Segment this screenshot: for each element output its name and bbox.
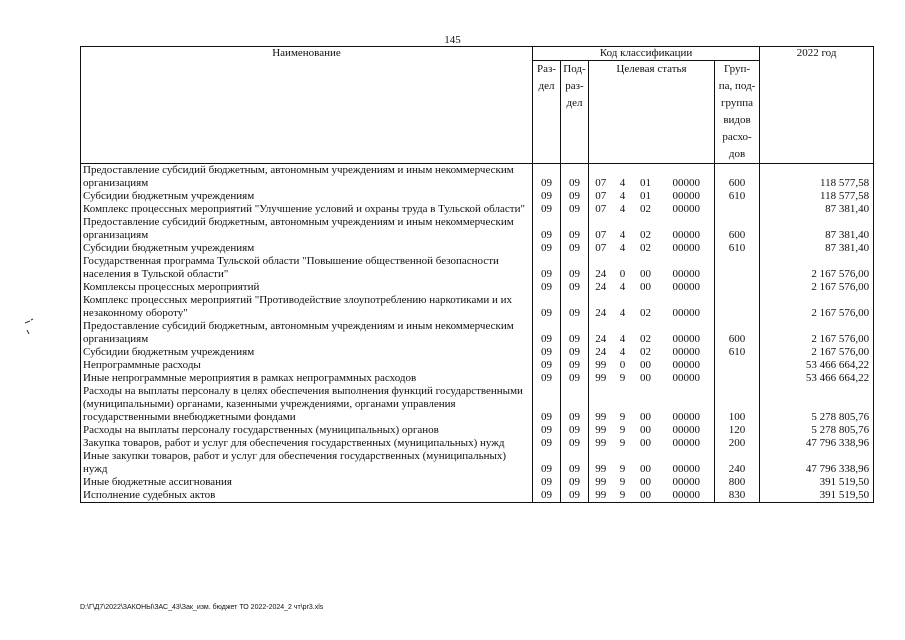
row-code-cell: 00000	[659, 190, 715, 203]
row-code-cell: 4	[619, 229, 626, 241]
row-code-cell: 07	[589, 190, 613, 203]
row-code-cell: 00000	[659, 359, 715, 372]
row-code-cell: 00	[640, 411, 651, 423]
row-code-cell: 99	[589, 476, 613, 489]
row-code-cell: 02	[640, 333, 651, 345]
table-row	[81, 164, 874, 191]
row-name-cell: Субсидии бюджетным учреждениям	[81, 346, 533, 359]
row-amount-cell: 118 577,58	[760, 164, 874, 191]
row-code-cell: 9	[619, 372, 626, 384]
row-code-cell: 24	[589, 320, 613, 346]
row-code-cell: 09	[533, 255, 561, 281]
row-code-cell: 00000	[659, 385, 715, 424]
row-code-cell: 09	[561, 359, 589, 372]
row-code-cell: 09	[561, 281, 589, 294]
table-row	[81, 216, 874, 242]
table-body	[81, 164, 874, 503]
row-code-cell: 09	[561, 203, 589, 216]
row-code-cell: 99	[589, 385, 613, 424]
row-code-cell: 00	[640, 372, 651, 384]
row-code-cell: 00000	[659, 281, 715, 294]
table-row	[81, 476, 874, 489]
row-code-cell: 9	[619, 463, 626, 475]
table-row	[81, 385, 874, 424]
row-code-cell: 00	[640, 424, 651, 436]
table-row	[81, 346, 874, 359]
row-code-cell: 09	[561, 320, 589, 346]
row-code-cell: 09	[561, 346, 589, 359]
row-code-cell: 00000	[659, 242, 715, 255]
row-code-cell: 4	[619, 242, 626, 254]
row-name-cell: Исполнение судебных актов	[81, 489, 533, 503]
row-code-cell: 09	[561, 476, 589, 489]
row-code-cell: 09	[533, 450, 561, 476]
row-code-cell: 09	[533, 437, 561, 450]
row-amount-cell: 87 381,40	[760, 216, 874, 242]
row-code-cell: 800	[715, 476, 760, 489]
row-code-cell: 00000	[659, 216, 715, 242]
table-row	[81, 281, 874, 294]
row-code-cell: 09	[533, 489, 561, 503]
row-code-cell: 00000	[659, 437, 715, 450]
table-row	[81, 372, 874, 385]
row-code-cell: 00000	[659, 320, 715, 346]
row-code-cell: 07	[589, 242, 613, 255]
row-code-cell: 09	[533, 294, 561, 320]
table-row	[81, 294, 874, 320]
table-row	[81, 489, 874, 503]
row-amount-cell: 87 381,40	[760, 203, 874, 216]
row-code-cell: 02	[640, 307, 651, 319]
row-code-cell: 00	[633, 489, 659, 503]
row-code-cell: 100	[715, 385, 760, 424]
row-code-cell: 9	[619, 424, 626, 436]
row-amount-cell: 5 278 805,76	[760, 424, 874, 437]
row-name-cell: Закупка товаров, работ и услуг для обеспечения государственных (муниципальных) нужд	[81, 437, 533, 450]
row-code-cell: 09	[533, 346, 561, 359]
row-amount-cell: 47 796 338,96	[760, 437, 874, 450]
table-row	[81, 255, 874, 281]
row-code-cell: 99	[589, 372, 613, 385]
row-amount-cell: 2 167 576,00	[760, 294, 874, 320]
row-code-cell: 09	[533, 424, 561, 437]
row-name-cell: Комплексы процессных мероприятий	[81, 281, 533, 294]
row-code-cell: 120	[715, 424, 760, 437]
row-code-cell: 00000	[659, 294, 715, 320]
row-amount-cell: 53 466 664,22	[760, 359, 874, 372]
row-code-cell: 9	[619, 476, 626, 488]
row-code-cell: 00	[640, 268, 651, 280]
header-podrazdel: Под- раз- дел	[561, 61, 589, 164]
row-name-cell: Комплекс процессных мероприятий "Противодействие злоупотреблению наркотиками и их незаконному обороту"	[81, 294, 533, 320]
row-code-cell: 02	[640, 203, 651, 215]
table-row	[81, 190, 874, 203]
row-amount-cell: 2 167 576,00	[760, 346, 874, 359]
row-name-cell: Расходы на выплаты персоналу государственных (муниципальных) органов	[81, 424, 533, 437]
header-target: Целевая статья	[589, 61, 715, 164]
row-code-cell: 09	[533, 216, 561, 242]
row-code-cell: 24	[589, 294, 613, 320]
row-code-cell: 0	[619, 359, 626, 371]
row-code-cell: 09	[561, 424, 589, 437]
row-code-cell: 09	[533, 281, 561, 294]
row-code-cell: 9	[619, 411, 626, 423]
row-code-cell: 00	[640, 359, 651, 371]
row-code-cell: 09	[533, 203, 561, 216]
row-code-cell: 610	[715, 346, 760, 359]
page-number: 145	[444, 34, 461, 46]
row-code-cell	[715, 294, 760, 320]
row-amount-cell: 87 381,40	[760, 242, 874, 255]
row-code-cell: 24	[589, 255, 613, 281]
table-row	[81, 424, 874, 437]
header-razdel: Раз- дел	[533, 61, 561, 164]
row-code-cell: 9	[619, 437, 626, 449]
row-code-cell: 99	[589, 450, 613, 476]
row-code-cell	[715, 203, 760, 216]
table-row	[81, 203, 874, 216]
row-code-cell: 4	[619, 346, 626, 358]
table-row	[81, 450, 874, 476]
row-code-cell: 01	[640, 190, 651, 202]
row-code-cell: 09	[533, 372, 561, 385]
row-code-cell	[715, 281, 760, 294]
row-code-cell: 24	[589, 346, 613, 359]
row-amount-cell: 2 167 576,00	[760, 255, 874, 281]
row-code-cell: 09	[533, 385, 561, 424]
row-code-cell: 09	[533, 476, 561, 489]
row-code-cell	[715, 359, 760, 372]
row-amount-cell: 5 278 805,76	[760, 385, 874, 424]
row-code-cell: 07	[589, 164, 613, 191]
row-amount-cell: 47 796 338,96	[760, 450, 874, 476]
row-amount-cell: 2 167 576,00	[760, 320, 874, 346]
row-code-cell: 600	[715, 164, 760, 191]
row-name-cell: Расходы на выплаты персоналу в целях обеспечения выполнения функций государственными (муниципальными) органами, казенными учреждениями, органами управления государственными внебюджетными фондами	[81, 385, 533, 424]
row-code-cell: 00000	[659, 255, 715, 281]
header-classification: Код классификации	[533, 47, 760, 61]
row-code-cell: 07	[589, 216, 613, 242]
row-code-cell: 99	[589, 424, 613, 437]
row-code-cell: 09	[561, 242, 589, 255]
row-code-cell: 09	[533, 359, 561, 372]
row-amount-cell: 118 577,58	[760, 190, 874, 203]
row-code-cell: 4	[619, 203, 626, 215]
row-code-cell: 00000	[659, 346, 715, 359]
row-code-cell: 02	[640, 229, 651, 241]
row-code-cell: 02	[640, 242, 651, 254]
row-name-cell: Иные закупки товаров, работ и услуг для обеспечения государственных (муниципальных) нужд	[81, 450, 533, 476]
row-code-cell: 240	[715, 450, 760, 476]
margin-scribble-mark	[24, 318, 34, 336]
table-row	[81, 320, 874, 346]
row-code-cell: 00000	[659, 164, 715, 191]
row-code-cell: 830	[715, 489, 760, 503]
row-code-cell: 09	[561, 372, 589, 385]
header-name: Наименование	[81, 47, 533, 164]
row-code-cell	[715, 255, 760, 281]
header-group: Груп- па, под- группа видов расхо- дов	[715, 61, 760, 164]
row-code-cell: 09	[533, 164, 561, 191]
row-code-cell: 610	[715, 190, 760, 203]
row-code-cell: 09	[561, 450, 589, 476]
row-code-cell: 610	[715, 242, 760, 255]
row-name-cell: Иные бюджетные ассигнования	[81, 476, 533, 489]
row-code-cell: 600	[715, 216, 760, 242]
row-name-cell: Предоставление субсидий бюджетным, автономным учреждениям и иным некоммерческим организациям	[81, 164, 533, 191]
row-code-cell: 02	[640, 346, 651, 358]
row-name-cell: Предоставление субсидий бюджетным, автономным учреждениям и иным некоммерческим организациям	[81, 320, 533, 346]
row-code-cell: 09	[561, 190, 589, 203]
row-code-cell: 200	[715, 437, 760, 450]
row-code-cell: 09	[561, 255, 589, 281]
row-code-cell: 09	[561, 294, 589, 320]
row-code-cell: 4	[619, 333, 626, 345]
row-code-cell: 4	[619, 281, 626, 293]
row-code-cell: 09	[561, 385, 589, 424]
budget-table	[80, 46, 874, 503]
row-code-cell: 00	[640, 476, 651, 488]
row-code-cell: 0	[619, 268, 626, 280]
row-code-cell: 99	[589, 489, 613, 503]
row-name-cell: Субсидии бюджетным учреждениям	[81, 242, 533, 255]
row-code-cell: 00000	[659, 476, 715, 489]
row-code-cell: 09	[561, 437, 589, 450]
row-name-cell: Государственная программа Тульской области "Повышение общественной безопасности населения в Тульской области"	[81, 255, 533, 281]
row-code-cell: 99	[589, 359, 613, 372]
row-code-cell: 00	[640, 463, 651, 475]
row-code-cell: 600	[715, 320, 760, 346]
file-path-footer: D:\Г\Д7\2022\ЗАКОНЫ\ЗАС_43\Зак_изм. бюджет ТО 2022-2024_2 чт\pr3.xls	[80, 604, 324, 611]
row-code-cell: 09	[533, 320, 561, 346]
row-code-cell: 00000	[659, 424, 715, 437]
row-code-cell: 00000	[659, 203, 715, 216]
row-amount-cell: 391 519,50	[760, 489, 874, 503]
row-name-cell: Предоставление субсидий бюджетным, автономным учреждениям и иным некоммерческим организациям	[81, 216, 533, 242]
row-code-cell: 09	[533, 190, 561, 203]
row-amount-cell: 2 167 576,00	[760, 281, 874, 294]
table-row	[81, 242, 874, 255]
row-name-cell: Субсидии бюджетным учреждениям	[81, 190, 533, 203]
row-code-cell: 24	[589, 281, 613, 294]
row-code-cell: 09	[561, 489, 589, 503]
row-code-cell: 4	[619, 307, 626, 319]
row-code-cell: 07	[589, 203, 613, 216]
row-name-cell: Иные непрограммные мероприятия в рамках непрограммных расходов	[81, 372, 533, 385]
row-name-cell: Непрограммные расходы	[81, 359, 533, 372]
row-code-cell: 99	[589, 437, 613, 450]
row-code-cell: 00	[640, 281, 651, 293]
table-row	[81, 359, 874, 372]
row-amount-cell: 391 519,50	[760, 476, 874, 489]
row-code-cell: 01	[640, 177, 651, 189]
row-code-cell: 00000	[659, 372, 715, 385]
row-code-cell: 4	[619, 190, 626, 202]
row-code-cell: 00000	[659, 489, 715, 503]
table-row	[81, 437, 874, 450]
row-amount-cell: 53 466 664,22	[760, 372, 874, 385]
row-code-cell: 00	[640, 437, 651, 449]
row-code-cell: 09	[561, 164, 589, 191]
row-code-cell: 09	[533, 242, 561, 255]
row-code-cell: 9	[613, 489, 633, 503]
row-code-cell: 4	[619, 177, 626, 189]
row-code-cell: 09	[561, 216, 589, 242]
row-code-cell	[715, 372, 760, 385]
row-code-cell: 00000	[659, 450, 715, 476]
header-year: 2022 год	[760, 47, 874, 164]
row-name-cell: Комплекс процессных мероприятий "Улучшение условий и охраны труда в Тульской области"	[81, 203, 533, 216]
